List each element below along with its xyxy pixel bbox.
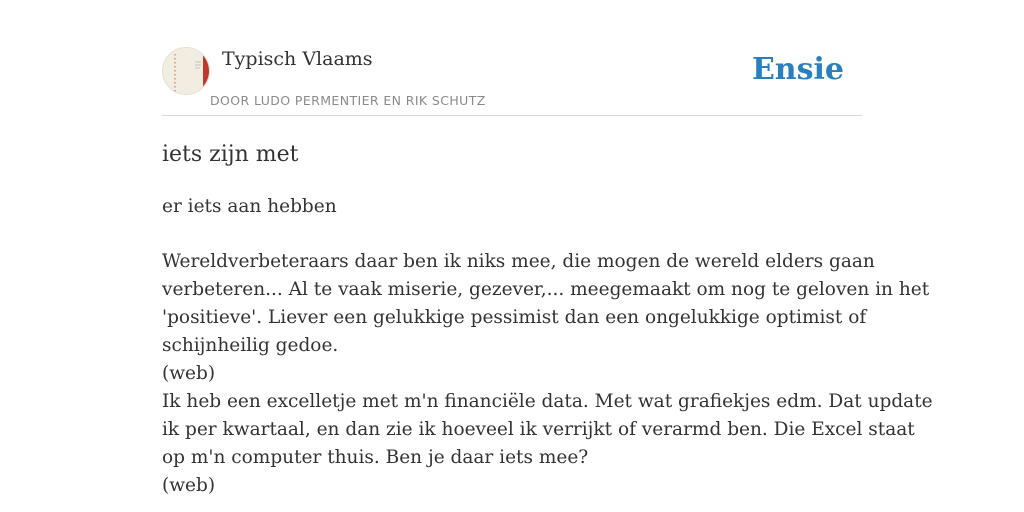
header <box>162 44 862 116</box>
example-source: (web) <box>162 363 216 384</box>
example-line: schijnheilig gedoe. <box>162 335 339 356</box>
book-cover-icon <box>163 48 210 95</box>
example-line: op m'n computer thuis. Ben je daar iets mee? <box>162 447 589 468</box>
site-subtitle: DOOR LUDO PERMENTIER EN RIK SCHUTZ <box>210 93 486 108</box>
example-block <box>162 388 933 500</box>
examples <box>162 248 933 500</box>
example-line: Wereldverbeteraars daar ben ik niks mee, die mogen de wereld elders gaan <box>162 251 875 272</box>
site-title[interactable]: Typisch Vlaams <box>222 48 373 70</box>
entry-title: iets zijn met <box>162 142 299 167</box>
example-line: verbeteren... Al te vaak miserie, gezever,... meegemaakt om nog te geloven in het <box>162 279 930 300</box>
example-line: ik per kwartaal, en dan zie ik hoeveel ik verrijkt of verarmd ben. Die Excel staat <box>162 419 915 440</box>
example-line: Ik heb een excelletje met m'n financiële data. Met wat grafiekjes edm. Dat update <box>162 391 933 412</box>
entry-definition: er iets aan hebben <box>162 196 337 217</box>
example-line: 'positieve'. Liever een gelukkige pessimist dan een ongelukkige optimist of <box>162 307 867 328</box>
page <box>162 0 933 512</box>
ensie-logo[interactable]: Ensie <box>751 52 844 87</box>
avatar[interactable] <box>162 47 210 95</box>
example-source: (web) <box>162 475 216 496</box>
example-block <box>162 248 930 388</box>
